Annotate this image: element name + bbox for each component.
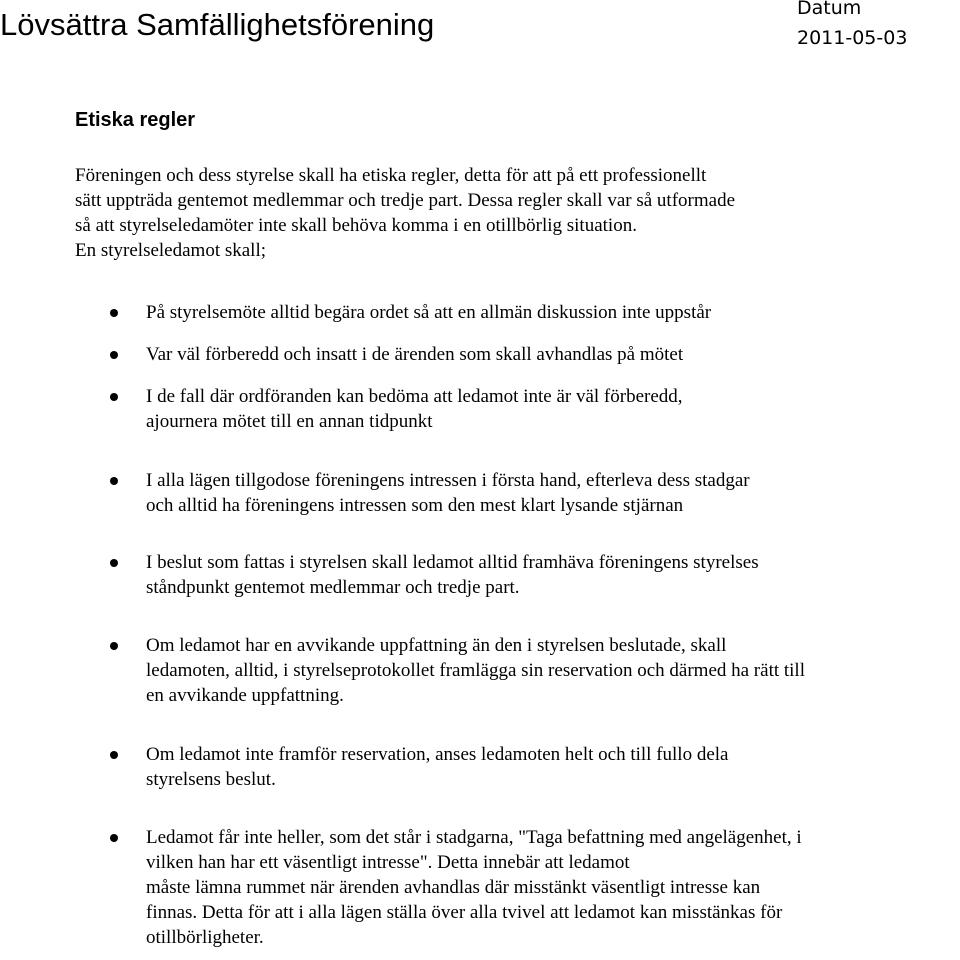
rule-line: ajournera mötet till en annan tidpunkt — [146, 411, 433, 432]
rule-text — [146, 468, 750, 518]
rule-line: I beslut som fattas i styrelsen skall ledamot alltid framhäva föreningens styrelses — [146, 552, 759, 573]
rule-line: På styrelsemöte alltid begära ordet så att en allmän diskussion inte uppstår — [146, 302, 712, 323]
rule-line: ståndpunkt gentemot medlemmar och tredje part. — [146, 577, 520, 598]
section-heading: Etiska regler — [75, 109, 196, 131]
rule-line: och alltid ha föreningens intressen som den mest klart lysande stjärnan — [146, 495, 684, 516]
bullet-icon — [110, 393, 118, 401]
rule-line: otillbörligheter. — [146, 927, 264, 948]
rule-line: finnas. Detta för att i alla lägen ställa över alla tvivel att ledamot kan misstänkas för — [146, 902, 783, 923]
rule-line: Ledamot får inte heller, som det står i stadgarna, "Taga befattning med angelägenhet, i — [146, 827, 802, 848]
rule-line: Var väl förberedd och insatt i de ärenden som skall avhandlas på mötet — [146, 344, 684, 365]
rule-line: en avvikande uppfattning. — [146, 685, 344, 706]
bullet-icon — [110, 351, 118, 359]
intro-line: sätt uppträda gentemot medlemmar och tredje part. Dessa regler skall var så utformade — [75, 190, 735, 211]
rule-text — [146, 384, 683, 434]
rule-line: Om ledamot inte framför reservation, anses ledamoten helt och till fullo dela — [146, 744, 729, 765]
rule-text — [146, 342, 683, 367]
intro-line: Föreningen och dess styrelse skall ha etiska regler, detta för att på ett professionellt — [75, 165, 707, 186]
rule-text — [146, 300, 711, 325]
rule-text — [146, 633, 805, 708]
intro-line: En styrelseledamot skall; — [75, 240, 267, 261]
organization-name: Lövsättra Samfällighetsförening — [0, 7, 435, 42]
bullet-icon — [110, 834, 118, 842]
rule-line: vilken han har ett väsentligt intresse". Detta innebär att ledamot — [146, 852, 630, 873]
bullet-icon — [110, 751, 118, 759]
bullet-icon — [110, 559, 118, 567]
rule-text — [146, 742, 728, 792]
rule-line: styrelsens beslut. — [146, 769, 276, 790]
rule-text — [146, 825, 802, 950]
rule-line: Om ledamot har en avvikande uppfattning än den i styrelsen beslutade, skall — [146, 635, 727, 656]
bullet-icon — [110, 477, 118, 485]
rule-line: I alla lägen tillgodose föreningens intressen i första hand, efterleva dess stadgar — [146, 470, 750, 491]
rule-line: måste lämna rummet när ärenden avhandlas där misstänkt väsentligt intresse kan — [146, 877, 761, 898]
rule-line: I de fall där ordföranden kan bedöma att ledamot inte är väl förberedd, — [146, 386, 683, 407]
rule-line: ledamoten, alltid, i styrelseprotokollet framlägga sin reservation och därmed ha rätt till — [146, 660, 805, 681]
rule-text — [146, 550, 759, 600]
bullet-icon — [110, 642, 118, 650]
intro-line: så att styrelseledamöter inte skall behöva komma i en otillbörlig situation. — [75, 215, 637, 236]
date-label: Datum — [797, 0, 862, 19]
date-value: 2011-05-03 — [797, 27, 908, 49]
bullet-icon — [110, 309, 118, 317]
